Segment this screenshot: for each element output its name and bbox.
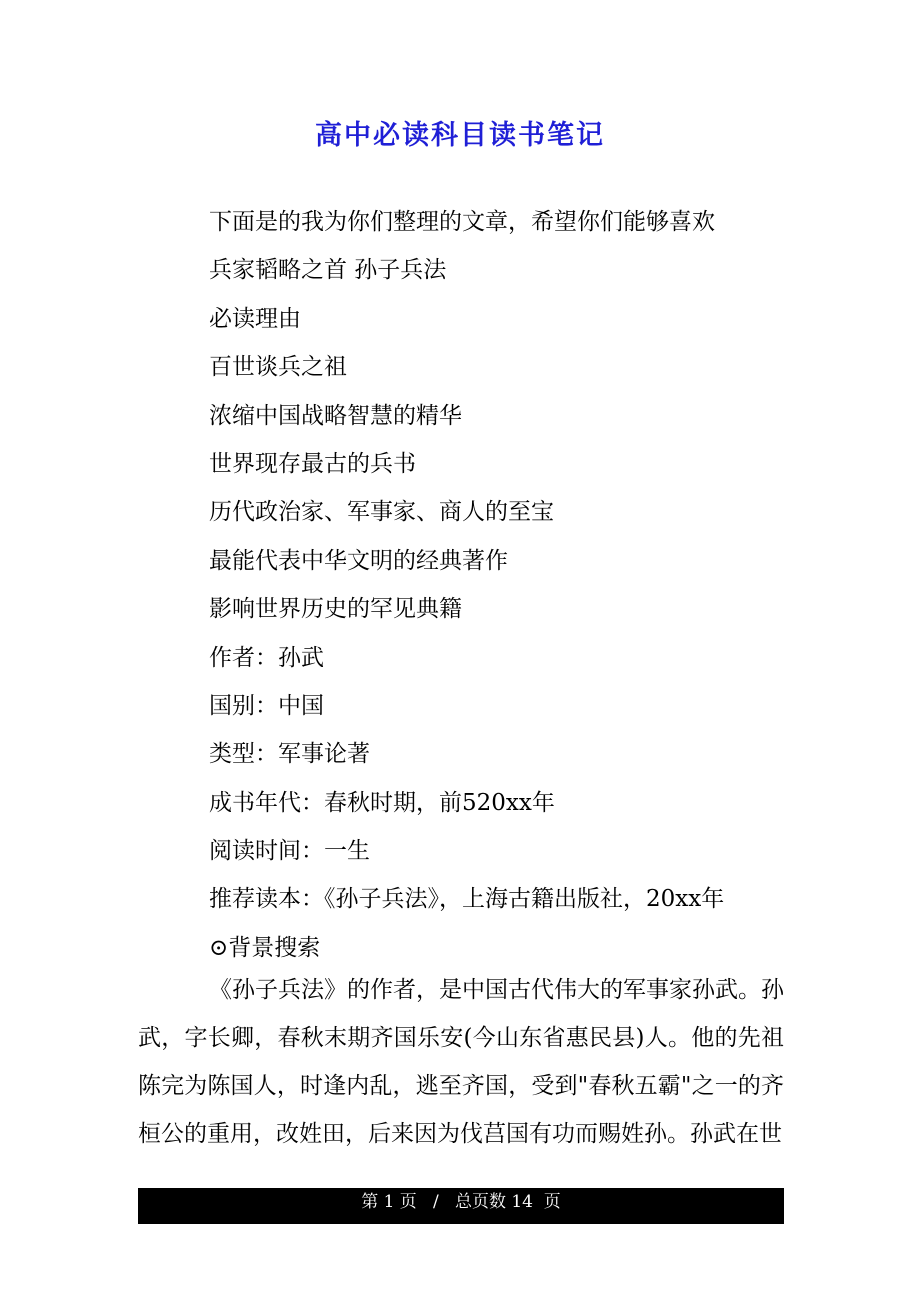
- recommended-edition-info: 推荐读本：《孙子兵法》，上海古籍出版社，20xx年: [209, 886, 725, 913]
- background-heading: ⊙背景搜索: [209, 934, 321, 961]
- intro-lines: [209, 198, 829, 972]
- document-title: 高中必读科目读书笔记: [315, 120, 605, 151]
- reason-heading: 必读理由: [209, 305, 301, 332]
- reason-line: 历代政治家、军事家、商人的至宝: [209, 499, 554, 526]
- section-heading: 兵家韬略之首 孙子兵法: [209, 257, 447, 284]
- reason-line: 世界现存最古的兵书: [209, 450, 416, 477]
- reason-line: 百世谈兵之祖: [209, 354, 347, 381]
- country-info: 国别：中国: [209, 692, 324, 719]
- page-footer: 第 1 页 / 总页数 14 页: [138, 1188, 784, 1224]
- background-paragraph: 《孙子兵法》的作者，是中国古代伟大的军事家孙武。孙武，字长卿，春秋末期齐国乐安(今山东省惠民县)人。他的先祖陈完为陈国人，时逢内乱，逃至齐国，受到"春秋五霸"之一的齐桓公的重用，改姓田，后来因为伐莒国有功而赐姓孙。孙武在世: [138, 977, 784, 1147]
- reason-line: 最能代表中华文明的经典著作: [209, 547, 508, 574]
- reading-time-info: 阅读时间：一生: [209, 838, 370, 865]
- author-info: 作者：孙武: [209, 644, 324, 671]
- date-info: 成书年代：春秋时期，前520xx年: [209, 789, 555, 816]
- type-info: 类型：军事论著: [209, 741, 370, 768]
- reason-line: 浓缩中国战略智慧的精华: [209, 402, 462, 429]
- reason-line: 影响世界历史的罕见典籍: [209, 596, 462, 623]
- intro-line: 下面是的我为你们整理的文章，希望你们能够喜欢: [209, 209, 715, 235]
